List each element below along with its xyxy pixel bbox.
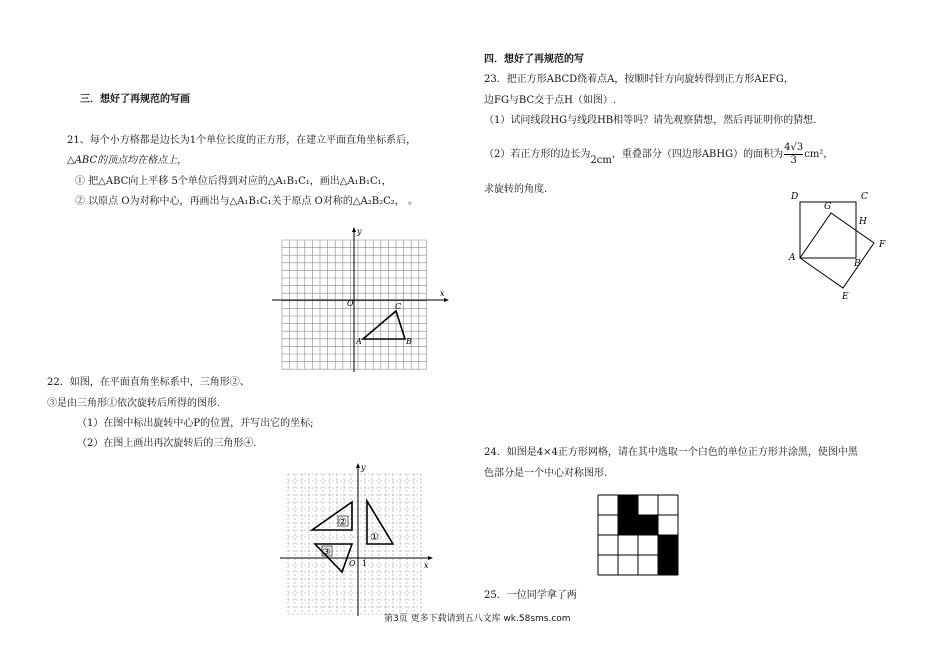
q23-side-length: 2cm xyxy=(590,155,612,166)
fraction-numerator: 4√3 xyxy=(784,142,804,153)
label-c: C xyxy=(395,302,402,311)
q23-item2 xyxy=(484,142,833,167)
triangle-2-label: ② xyxy=(338,517,347,528)
q25-line1: 25．一位同学拿了两 xyxy=(484,590,577,601)
grid2-figure xyxy=(278,460,438,618)
q22-item2: （2）在图上画出再次旋转后的三角形④. xyxy=(77,438,257,449)
grid2-one-label: 1 xyxy=(362,559,368,568)
q23-line1: 23．把正方形ABCD绕着点A，按顺时针方向旋转得到正方形AEFG， xyxy=(484,74,794,85)
grid1-figure xyxy=(268,226,458,374)
fig23-label-b: B xyxy=(854,259,861,269)
q23-item1: （1）试问线段HG与线段HB相等吗？请先观察猜想，然后再证明你的猜想. xyxy=(484,115,817,126)
black-cell xyxy=(638,515,658,535)
q23-line2: 边FG与BC交于点H（如图）. xyxy=(484,95,617,106)
section3-title: 三．想好了再规范的写画 xyxy=(80,94,190,105)
label-a: A xyxy=(356,337,362,346)
q23-line3: 求旋转的角度. xyxy=(484,184,548,195)
q22-line1: 22．如图，在平面直角坐标系中，三角形②、 xyxy=(47,377,250,388)
page-footer: 第3页 更多下载请到五八文库 wk.58sms.com xyxy=(384,614,571,624)
q24-line2: 色部分是一个中心对称图形. xyxy=(484,468,608,479)
fig23-label-d: D xyxy=(791,192,799,202)
black-cell xyxy=(658,535,678,555)
q22-line2: ③是由三角形①依次旋转后所得的图形. xyxy=(47,398,221,409)
fig23-label-a: A xyxy=(789,253,796,263)
fig23-label-g: G xyxy=(824,202,832,212)
black-cell xyxy=(618,495,638,515)
section4-title: 四．想好了再规范的写 xyxy=(484,54,584,65)
q24-line1: 24．如图是4×4正方形网格，请在其中选取一个白色的单位正方形并涂黑，使图中黑 xyxy=(484,447,858,458)
q23-item2-prefix: （2）若正方形的边长为 xyxy=(484,149,591,160)
fraction-denominator: 3 xyxy=(790,155,797,166)
black-cell xyxy=(658,555,678,575)
grid2-x-label: x xyxy=(424,561,429,570)
fig23-label-h: H xyxy=(859,217,867,227)
grid2-origin: O xyxy=(349,559,356,568)
triangle-1-label: ① xyxy=(370,532,379,543)
q23-unit: cm²， xyxy=(804,149,834,160)
grid1-x-label: x xyxy=(440,289,445,298)
q21-line2: △ABC的顶点均在格点上， xyxy=(67,155,188,166)
square-rotation-figure xyxy=(785,185,895,305)
q22-item1: （1）在图中标出旋转中心P的位置，并写出它的坐标; xyxy=(77,418,314,429)
triangle-abc xyxy=(363,311,405,339)
fig23-label-e: E xyxy=(842,292,849,302)
label-b: B xyxy=(406,337,412,346)
grid2-y-label: y xyxy=(361,463,366,472)
grid1-origin: O xyxy=(347,299,354,308)
fig23-label-c: C xyxy=(861,192,868,202)
q23-fraction xyxy=(784,142,803,167)
q21-item1: ① 把△ABC向上平移 5个单位后得到对应的△A₁B₁C₁，画出△A₁B₁C₁， xyxy=(75,176,392,187)
q23-item2-mid: ，重叠部分（四边形ABHG）的面积为 xyxy=(611,149,784,160)
black-cell xyxy=(618,515,638,535)
q21-item2: ② 以原点 O为对称中心，再画出与△A₁B₁C₁关于原点 O对称的△A₂B₂C₂， 。 xyxy=(75,196,418,207)
grid1-y-label: y xyxy=(357,227,362,236)
grid24-figure xyxy=(596,493,680,577)
fig23-label-f: F xyxy=(879,240,886,250)
q21-line1: 21、每个小方格都是边长为1个单位长度的正方形，在建立平面直角坐标系后， xyxy=(67,135,417,146)
triangle-3-label: ③ xyxy=(322,547,331,558)
